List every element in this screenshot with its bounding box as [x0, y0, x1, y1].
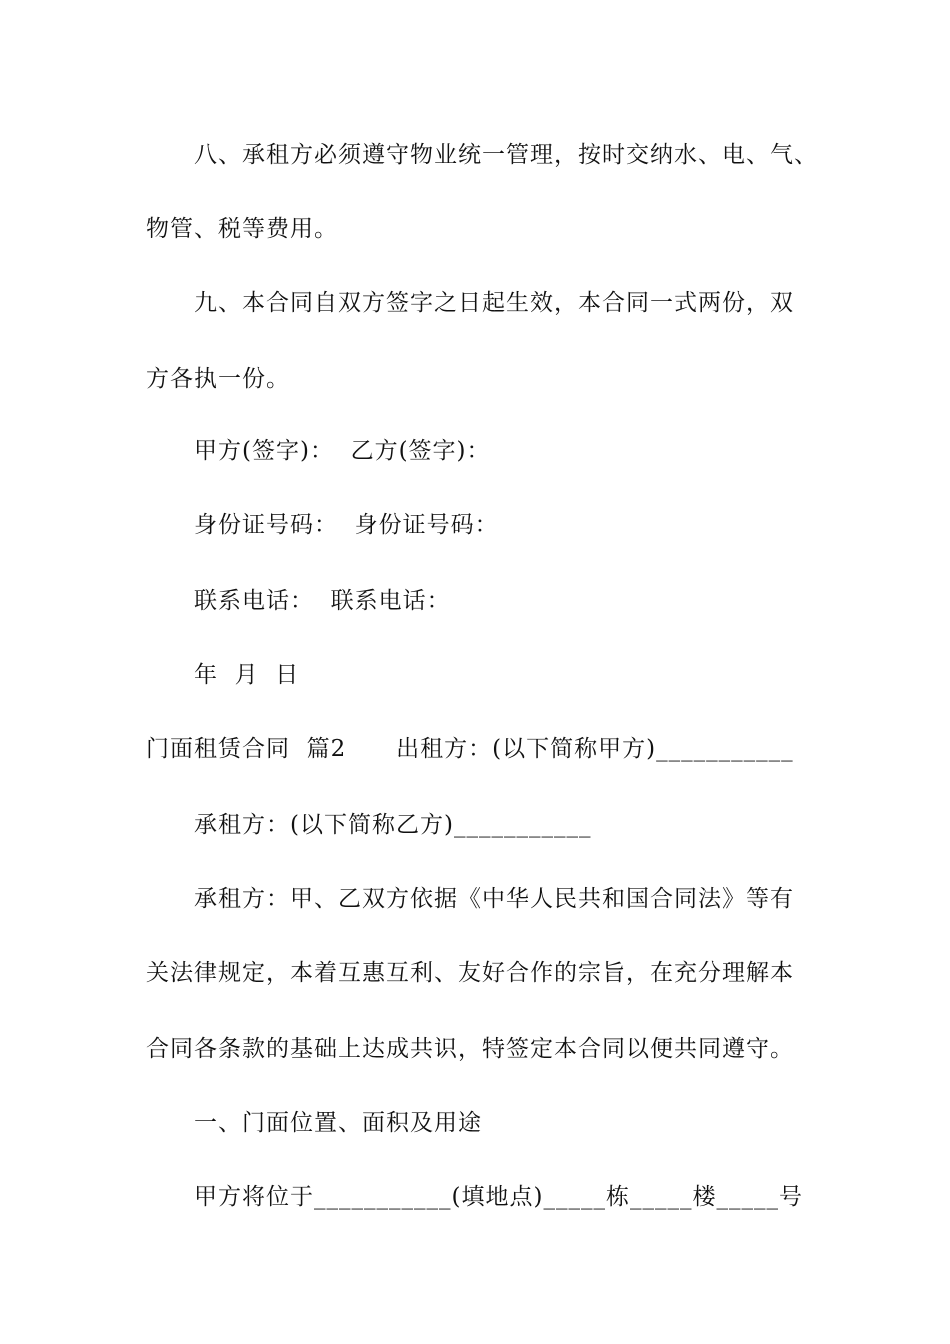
preamble-line-1: 承租方：甲、乙双方依据《中华人民共和国合同法》等有 [194, 886, 794, 912]
clause-9-line-2: 方各执一份。 [146, 366, 290, 392]
preamble-line-3: 合同各条款的基础上达成共识，特签定本合同以便共同遵守。 [146, 1036, 794, 1062]
section-1-heading: 一、门面位置、面积及用途 [194, 1110, 482, 1136]
clause-8-line-2: 物管、税等费用。 [146, 216, 338, 242]
location-line: 甲方将位于___________(填地点)_____栋_____楼_____号 [194, 1184, 803, 1210]
clause-9-line-1: 九、本合同自双方签字之日起生效，本合同一式两份，双 [194, 290, 794, 316]
signature-line: 甲方(签字)： 乙方(签字)： [194, 438, 491, 464]
clause-8-line-1: 八、承租方必须遵守物业统一管理，按时交纳水、电、气、 [194, 142, 818, 168]
id-number-line: 身份证号码： 身份证号码： [194, 512, 499, 538]
date-line: 年 月 日 [194, 662, 300, 688]
phone-line: 联系电话： 联系电话： [194, 588, 451, 614]
contract-2-heading: 门面租赁合同 篇2 出租方：(以下简称甲方)___________ [146, 736, 794, 762]
lessee-line: 承租方：(以下简称乙方)___________ [194, 812, 592, 838]
preamble-line-2: 关法律规定，本着互惠互利、友好合作的宗旨，在充分理解本 [146, 960, 794, 986]
